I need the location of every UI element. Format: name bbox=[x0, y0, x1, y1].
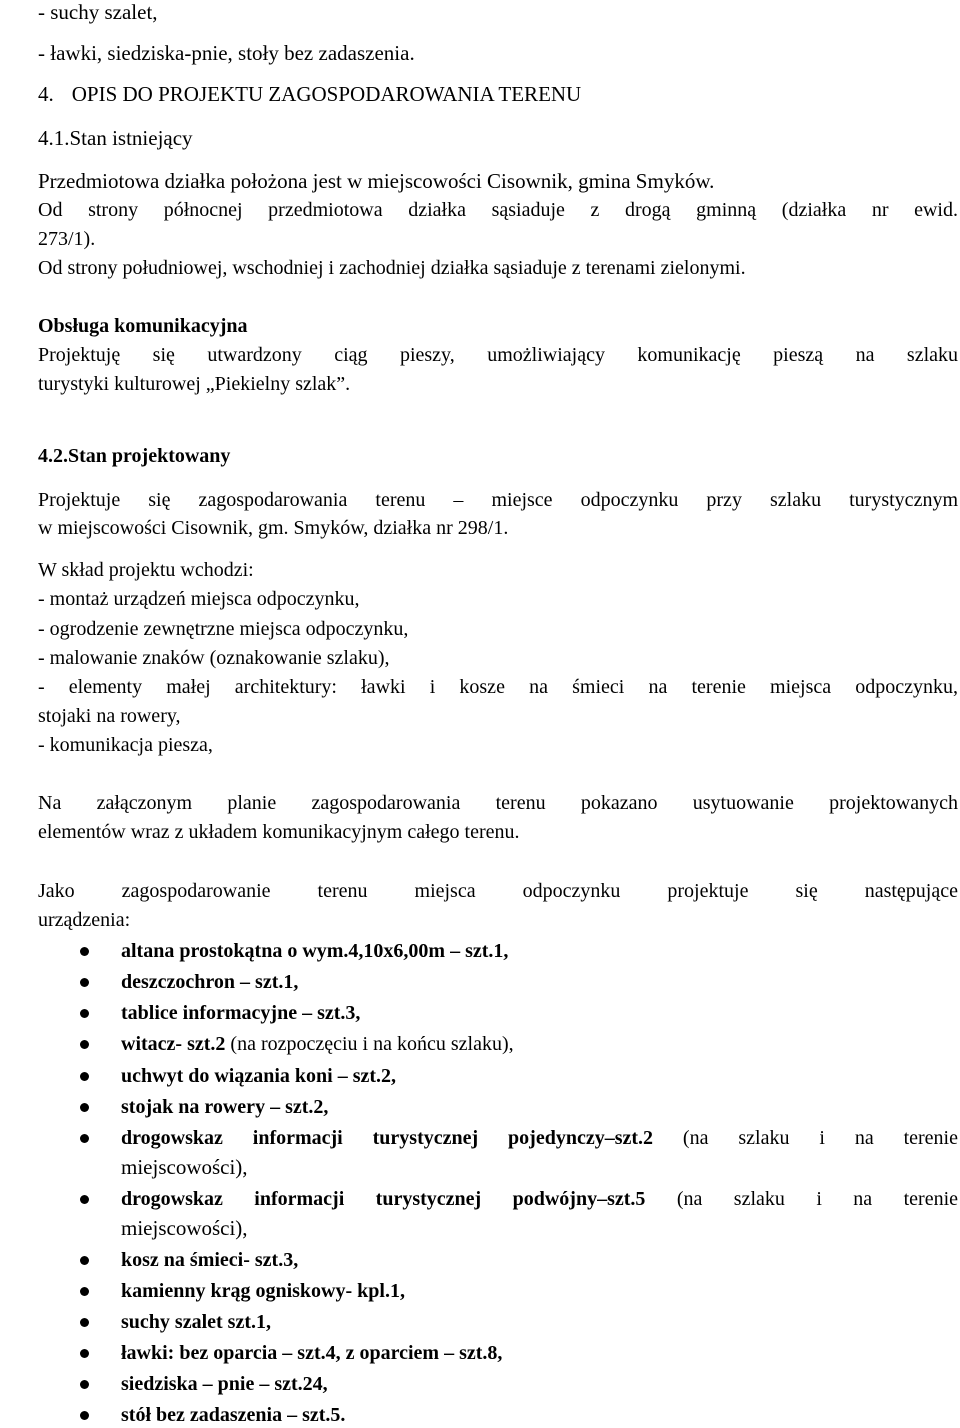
paragraph-line: urządzenia: bbox=[38, 909, 131, 931]
sub-heading: Obsługa komunikacyjna bbox=[38, 315, 248, 337]
device-text bbox=[121, 1247, 958, 1273]
device-list-item bbox=[0, 1247, 960, 1273]
device-name: drogowskaz informacji turystycznej podwójny–szt.5 bbox=[121, 1188, 646, 1210]
bullet-icon bbox=[80, 1134, 89, 1143]
device-name: drogowskaz informacji turystycznej pojedynczy–szt.2 bbox=[121, 1127, 654, 1149]
device-text bbox=[121, 1371, 958, 1397]
paragraph-line: Projektuję się utwardzony ciąg pieszy, umożliwiający komunikację pieszą na szlaku bbox=[38, 344, 958, 366]
bullet-icon bbox=[80, 1103, 89, 1112]
device-note-continuation: miejscowości), bbox=[121, 1155, 248, 1179]
device-list-item bbox=[0, 1402, 960, 1428]
subsection-heading: 4.1.Stan istniejący bbox=[38, 126, 193, 150]
scope-item: - komunikacja piesza, bbox=[38, 734, 213, 756]
paragraph-line: Na załączonym planie zagospodarowania terenu pokazano usytuowanie projektowanych bbox=[38, 792, 958, 814]
paragraph-line: Projektuje się zagospodarowania terenu – miejsce odpoczynku przy szlaku turystycznym bbox=[38, 489, 958, 511]
device-list-item bbox=[0, 1125, 960, 1151]
paragraph-line: elementów wraz z układem komunikacyjnym całego terenu. bbox=[38, 821, 520, 843]
device-text bbox=[121, 1031, 958, 1057]
device-list-item bbox=[0, 1063, 960, 1089]
device-text bbox=[121, 1094, 958, 1120]
device-text bbox=[121, 1340, 958, 1366]
device-text bbox=[121, 1063, 958, 1089]
paragraph-line: Jako zagospodarowanie terenu miejsca odpoczynku projektuje się następujące bbox=[38, 880, 958, 902]
device-name: uchwyt do wiązania koni – szt.2, bbox=[121, 1065, 397, 1087]
device-text bbox=[121, 969, 958, 995]
device-name: ławki: bez oparcia – szt.4, z oparciem – szt.8, bbox=[121, 1342, 503, 1364]
device-text bbox=[121, 1278, 958, 1304]
scope-item: - montaż urządzeń miejsca odpoczynku, bbox=[38, 588, 360, 610]
device-name: kosz na śmieci- szt.3, bbox=[121, 1249, 299, 1271]
bullet-icon bbox=[80, 1256, 89, 1265]
bullet-icon bbox=[80, 978, 89, 987]
paragraph-line: w miejscowości Cisownik, gm. Smyków, działka nr 298/1. bbox=[38, 517, 509, 539]
bullet-icon bbox=[80, 1072, 89, 1081]
section-heading bbox=[38, 81, 958, 107]
device-name: deszczochron – szt.1, bbox=[121, 971, 299, 993]
device-text bbox=[121, 938, 958, 964]
device-name: kamienny krąg ogniskowy- kpl.1, bbox=[121, 1280, 405, 1302]
device-name: suchy szalet szt.1, bbox=[121, 1311, 271, 1333]
device-note: (na szlaku i na terenie bbox=[645, 1188, 958, 1210]
bullet-icon bbox=[80, 1411, 89, 1420]
device-text bbox=[121, 1000, 958, 1026]
scope-item: - ogrodzenie zewnętrzne miejsca odpoczynku, bbox=[38, 618, 409, 640]
device-note: (na rozpoczęciu i na końcu szlaku), bbox=[225, 1033, 514, 1055]
device-list-item bbox=[0, 1094, 960, 1120]
device-list-item bbox=[0, 969, 960, 995]
bullet-icon bbox=[80, 1380, 89, 1389]
device-text bbox=[121, 1402, 958, 1428]
device-list-item bbox=[0, 1278, 960, 1304]
bullet-icon bbox=[80, 947, 89, 956]
device-text bbox=[121, 1186, 958, 1212]
top-list-item: - ławki, siedziska-pnie, stoły bez zadaszenia. bbox=[38, 41, 415, 65]
paragraph-line: Od strony południowej, wschodniej i zachodniej działka sąsiaduje z terenami zielonymi. bbox=[38, 257, 746, 279]
scope-title: W skład projektu wchodzi: bbox=[38, 559, 254, 581]
device-text bbox=[121, 1309, 958, 1335]
subsection-heading: 4.2.Stan projektowany bbox=[38, 445, 231, 467]
top-list-item: - suchy szalet, bbox=[38, 0, 158, 24]
device-name: stół bez zadaszenia – szt.5. bbox=[121, 1404, 346, 1426]
device-list-item bbox=[0, 1340, 960, 1366]
scope-item: - elementy małej architektury: ławki i kosze na śmieci na terenie miejsca odpoczynku, bbox=[38, 676, 958, 698]
bullet-icon bbox=[80, 1195, 89, 1204]
paragraph-line: Przedmiotowa działka położona jest w miejscowości Cisownik, gmina Smyków. bbox=[38, 169, 715, 193]
bullet-icon bbox=[80, 1349, 89, 1358]
device-name: siedziska – pnie – szt.24, bbox=[121, 1373, 328, 1395]
paragraph-line: Od strony północnej przedmiotowa działka sąsiaduje z drogą gminną (działka nr ewid. bbox=[38, 199, 958, 221]
device-note-continuation: miejscowości), bbox=[121, 1216, 248, 1240]
section-title: OPIS DO PROJEKTU ZAGOSPODAROWANIA TERENU bbox=[71, 82, 582, 106]
bullet-icon bbox=[80, 1009, 89, 1018]
device-text bbox=[121, 1125, 958, 1151]
device-list-item bbox=[0, 1186, 960, 1212]
device-list-item bbox=[0, 938, 960, 964]
scope-item: stojaki na rowery, bbox=[38, 705, 181, 727]
device-list-item bbox=[0, 1000, 960, 1026]
device-list-item bbox=[0, 1309, 960, 1335]
device-name: altana prostokątna o wym.4,10x6,00m – szt.1, bbox=[121, 940, 509, 962]
device-note: (na szlaku i na terenie bbox=[653, 1127, 958, 1149]
device-list-item bbox=[0, 1031, 960, 1057]
scope-item: - malowanie znaków (oznakowanie szlaku), bbox=[38, 647, 390, 669]
device-name: witacz- szt.2 bbox=[121, 1033, 226, 1055]
paragraph-line: 273/1). bbox=[38, 228, 96, 250]
section-number: 4. bbox=[38, 82, 54, 106]
device-list-item bbox=[0, 1371, 960, 1397]
bullet-icon bbox=[80, 1318, 89, 1327]
bullet-icon bbox=[80, 1040, 89, 1049]
device-name: tablice informacyjne – szt.3, bbox=[121, 1002, 361, 1024]
bullet-icon bbox=[80, 1287, 89, 1296]
paragraph-line: turystyki kulturowej „Piekielny szlak”. bbox=[38, 373, 351, 395]
device-name: stojak na rowery – szt.2, bbox=[121, 1096, 329, 1118]
